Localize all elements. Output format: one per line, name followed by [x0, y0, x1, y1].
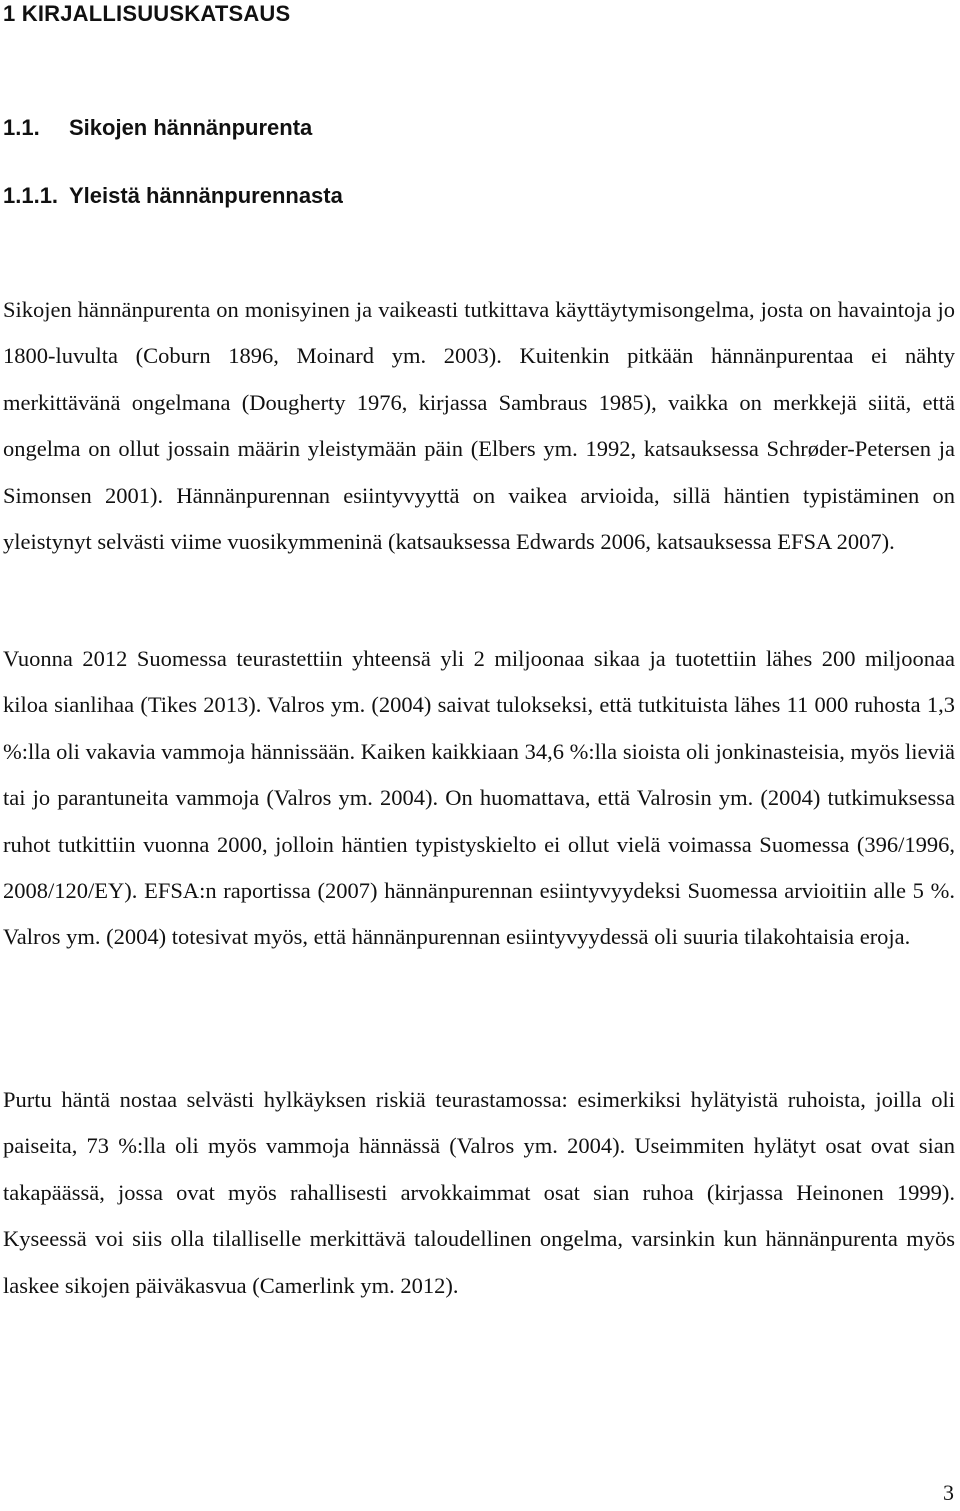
- section-title: Sikojen hännänpurenta: [69, 115, 313, 140]
- section-number: 1.1.: [3, 115, 40, 140]
- subsection-number: 1.1.1.: [3, 183, 59, 208]
- subsection-heading: [3, 182, 343, 210]
- page-number: 3: [943, 1480, 954, 1505]
- chapter-heading: 1 KIRJALLISUUSKATSAUS: [3, 1, 291, 26]
- body-paragraph: Vuonna 2012 Suomessa teurastettiin yhteensä yli 2 miljoonaa sikaa ja tuotettiin lähes 200 miljoonaa kiloa sianlihaa (Tikes 2013). Valros ym. (2004) saivat tulokseksi, että tutkituista lähes 11 000 ruhosta 1,3 %:lla oli vakavia vammoja hännissään. Kaiken kaikkiaan 34,6 %:lla sioista oli jonkinasteisia, myös lieviä tai jo parantuneita vammoja (Valros ym. 2004). On huomattava, että Valrosin ym. (2004) tutkimuksessa ruhot tutkittiin vuonna 2000, jolloin häntien typistyskielto ei ollut vielä voimassa Suomessa (396/1996, 2008/120/EY). EFSA:n raportissa (2007) hännänpurennan esiintyvyydeksi Suomessa arvioitiin alle 5 %. Valros ym. (2004) totesivat myös, että hännänpurennan esiintyvyydessä oli suuria tilakohtaisia eroja.: [3, 646, 955, 950]
- subsection-title: Yleistä hännänpurennasta: [69, 183, 343, 208]
- body-paragraph: Sikojen hännänpurenta on monisyinen ja vaikeasti tutkittava käyttäytymisongelma, josta on havaintoja jo 1800-luvulta (Coburn 1896, Moinard ym. 2003). Kuitenkin pitkään hännänpurentaa ei nähty merkittävänä ongelmana (Dougherty 1976, kirjassa Sambraus 1985), vaikka on merkkejä siitä, että ongelma on ollut jossain määrin yleistymään päin (Elbers ym. 1992, katsauksessa Schrøder-Petersen ja Simonsen 2001). Hännänpurennan esiintyvyyttä on vaikea arvioida, sillä häntien typistäminen on yleistynyt selvästi viime vuosikymmeninä (katsauksessa Edwards 2006, katsauksessa EFSA 2007).: [3, 297, 955, 555]
- section-heading: [3, 114, 312, 142]
- body-paragraph: Purtu häntä nostaa selvästi hylkäyksen riskiä teurastamossa: esimerkiksi hylätyistä ruhoista, joilla oli paiseita, 73 %:lla oli myös vammoja hännässä (Valros ym. 2004). Useimmiten hylätyt osat ovat sian takapäässä, jossa ovat myös rahallisesti arvokkaimmat osat sian ruhoa (kirjassa Heinonen 1999). Kyseessä voi siis olla tilalliselle merkittävä taloudellinen ongelma, varsinkin kun hännänpurenta myös laskee sikojen päiväkasvua (Camerlink ym. 2012).: [3, 1087, 955, 1298]
